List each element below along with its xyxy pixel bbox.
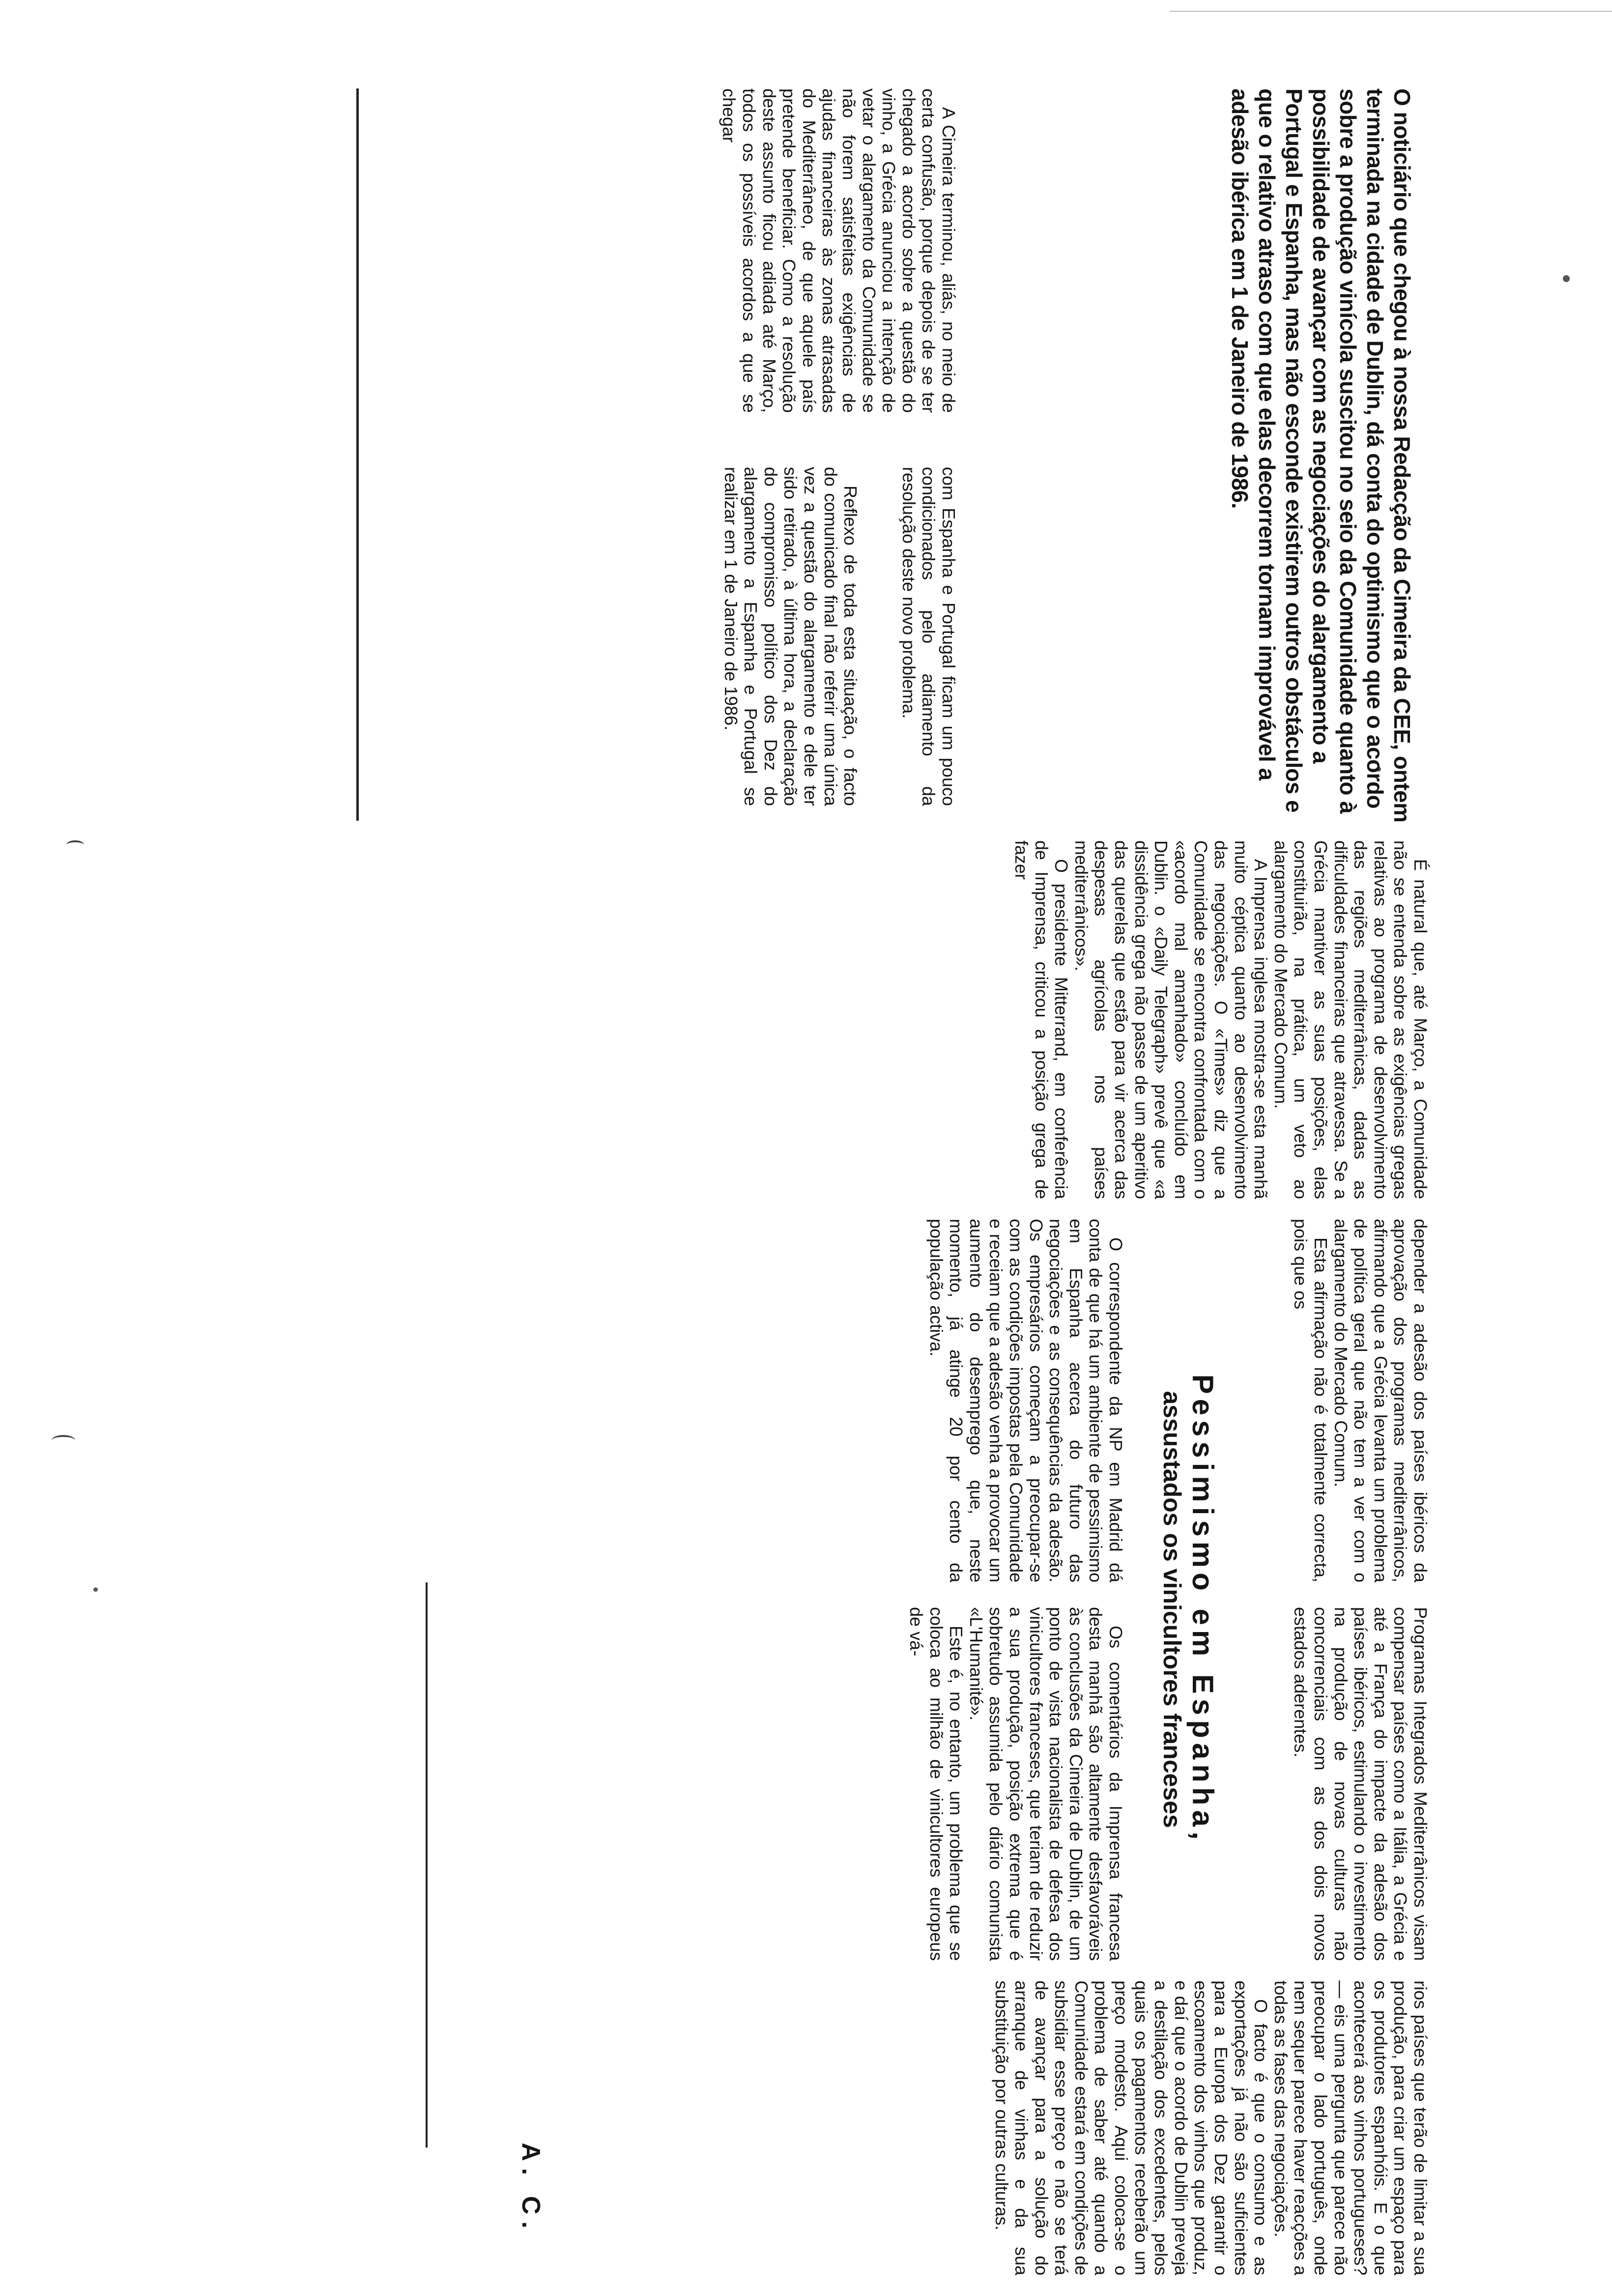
lead-text: O noticiário que chegou à nossa Redacção da Cimeira da CEE, ontem terminada na cidade de Dublin, dá conta do optimismo que o acordo sobre a produção vinícola suscitou no seio da Comunidade quanto à possibilidade de avançar com as negociações do alargamento a Portugal e Espanha, mas não esconde existirem outros obstáculos e que o relativo atraso com que elas decorrem tornam improvável a adesão ibérica em 1 de Janeiro de 1986. bbox=[1227, 88, 1415, 823]
scan-curve-mark bbox=[66, 840, 84, 849]
paragraph: rios países que terão de limitar a sua produção, para criar um espaço para os produtores espanhóis. E o que acontecerá aos vinhos portugueses? — eis uma pergunta que parece não preocupar o lado português, onde nem sequer parece haver reacções a todas as fases das negociações. bbox=[1270, 1980, 1431, 2275]
article-column-4 bbox=[1291, 1219, 1430, 1582]
paragraph: Reflexo de toda esta situação, o facto do comunicado final não referir uma única vez a questão do alargamento e dele ter sido retirado, à última hora, a declaração do compromisso político dos Dez do alargamento a Espanha e Portugal se realizar em 1 de Janeiro de 1986. bbox=[720, 467, 861, 806]
paragraph: Esta afirmação não é totalmente correcta, pois que os bbox=[1291, 1219, 1331, 1582]
paragraph: O presidente Mitterrand, em conferência de Imprensa, criticou a posição grega de fazer bbox=[1011, 840, 1072, 1199]
paragraph: O correspondente da NP em Madrid dá conta de que há um ambiente de pessimismo em Espanha acerca do futuro das negociações e as consequências da adesão. Os empresários começam a preocupar-se com as condições impostas pela Comunidade e receiam que a adesão venha a provocar um aumento do desemprego que, neste momento, já atinge 20 por cento da população activa. bbox=[926, 1219, 1126, 1582]
article-column-5b bbox=[906, 1607, 1125, 1961]
paragraph: Os comentários da Imprensa francesa desta manhã são altamente desfavoráveis às conclusões da Cimeira de Dublin, de um ponto de vista nacionalista de defesa dos vinicultores franceses, que teriam de reduzir a sua produção, posição extrema que é sobretudo assumida pelo diário comunista «L'Humanité». bbox=[966, 1607, 1126, 1961]
article-column-6 bbox=[991, 1980, 1430, 2275]
subheadline-line-1: Pessimismo em Espanha, bbox=[1186, 1374, 1219, 1845]
article-lead bbox=[1226, 88, 1415, 826]
scan-edge-line bbox=[1170, 11, 1612, 12]
signature-text: A. C. bbox=[517, 2143, 545, 2236]
article-column-2 bbox=[720, 467, 958, 806]
bottom-rule bbox=[356, 88, 359, 821]
article-column-3 bbox=[1011, 840, 1430, 1199]
article-column-4b bbox=[926, 1219, 1125, 1582]
paragraph: É natural que, até Março, a Comunidade não se entenda sobre as exigências gregas relativas ao programa de desenvolvimento das regiões mediterrânicas, dadas as dificuldades financeiras que atravessa. Se a Grécia mantiver as suas posições, elas constituirão, na prática, um veto ao alargamento do Mercado Comum. bbox=[1270, 840, 1431, 1199]
scan-speck bbox=[1563, 275, 1570, 282]
scan-curve-mark bbox=[52, 1435, 75, 1446]
paragraph: Programas Integrados Mediterrânicos visam compensar países como a Itália, a Grécia e até a França do impacte da adesão dos países ibéricos, estimulando o investimento na produção de novas culturas não concorrenciais com as dos dois novos estados aderentes. bbox=[1291, 1607, 1431, 1961]
bottom-rule bbox=[426, 1582, 428, 2148]
newspaper-clipping bbox=[319, 88, 1450, 2280]
paragraph: depender a adesão dos países ibéricos da aprovação dos programas mediterrânicos, afirmando que a Grécia levanta um problema de política geral que não tem a ver com o alargamento do Mercado Comum. bbox=[1330, 1219, 1431, 1582]
author-signature bbox=[516, 2143, 546, 2235]
scan-speck bbox=[93, 1587, 98, 1592]
subheadline bbox=[1158, 1258, 1219, 1961]
subheadline-line-2: assustados os vinicultores franceses bbox=[1158, 1391, 1186, 1828]
paragraph: A Imprensa inglesa mostra-se esta manhã muito céptica quanto ao desenvolvimento das negociações. O «Times» diz que a Comunidade se encontra confrontada com o «acordo mal amanhado» concluído em Dublin. o «Daily Telegraph» prevê que «a dissidência grega não passe de um aperitivo das querelas que estão para vir acerca das despesas agrícolas nos países mediterrânicos». bbox=[1071, 840, 1271, 1199]
paragraph: Este é, no entanto, um problema que se coloca ao milhão de vinicultores europeus de vá- bbox=[906, 1607, 967, 1961]
paragraph: A Cimeira terminou, aliás, no meio de certa confusão, porque depois de se ter chegado a acordo sobre a questão do vinho, a Grécia anunciou a intenção de vetar o alargamento da Comunidade se não forem satisfeitas exigências de ajudas financeiras às zonas atrasadas do Mediterrâneo, de que aquele país pretende beneficiar. Como a resolução deste assunto ficou adiada até Março, todos os possíveis acordos a que se chegar bbox=[719, 88, 959, 413]
paragraph: com Espanha e Portugal ficam um pouco condicionados pelo adiamento da resolução deste novo problema. bbox=[898, 467, 959, 806]
article-column-1 bbox=[719, 88, 958, 413]
article-column-5 bbox=[1291, 1607, 1430, 1961]
paragraph: O facto é que o consumo e as exportações já não são suficientes para a Europa dos Dez garantir o escoamento dos vinhos que produz, e daí que o acordo de Dublin preveja a destilação dos excedentes, pelos quais os pagamentos receberão um preço modesto. Aqui coloca-se o problema de saber até quando a Comunidade estará em condições de subsidiar esse preço e não se terá de avançar para a solução do arranque de vinhas e da sua substituição por outras culturas. bbox=[991, 1980, 1271, 2275]
